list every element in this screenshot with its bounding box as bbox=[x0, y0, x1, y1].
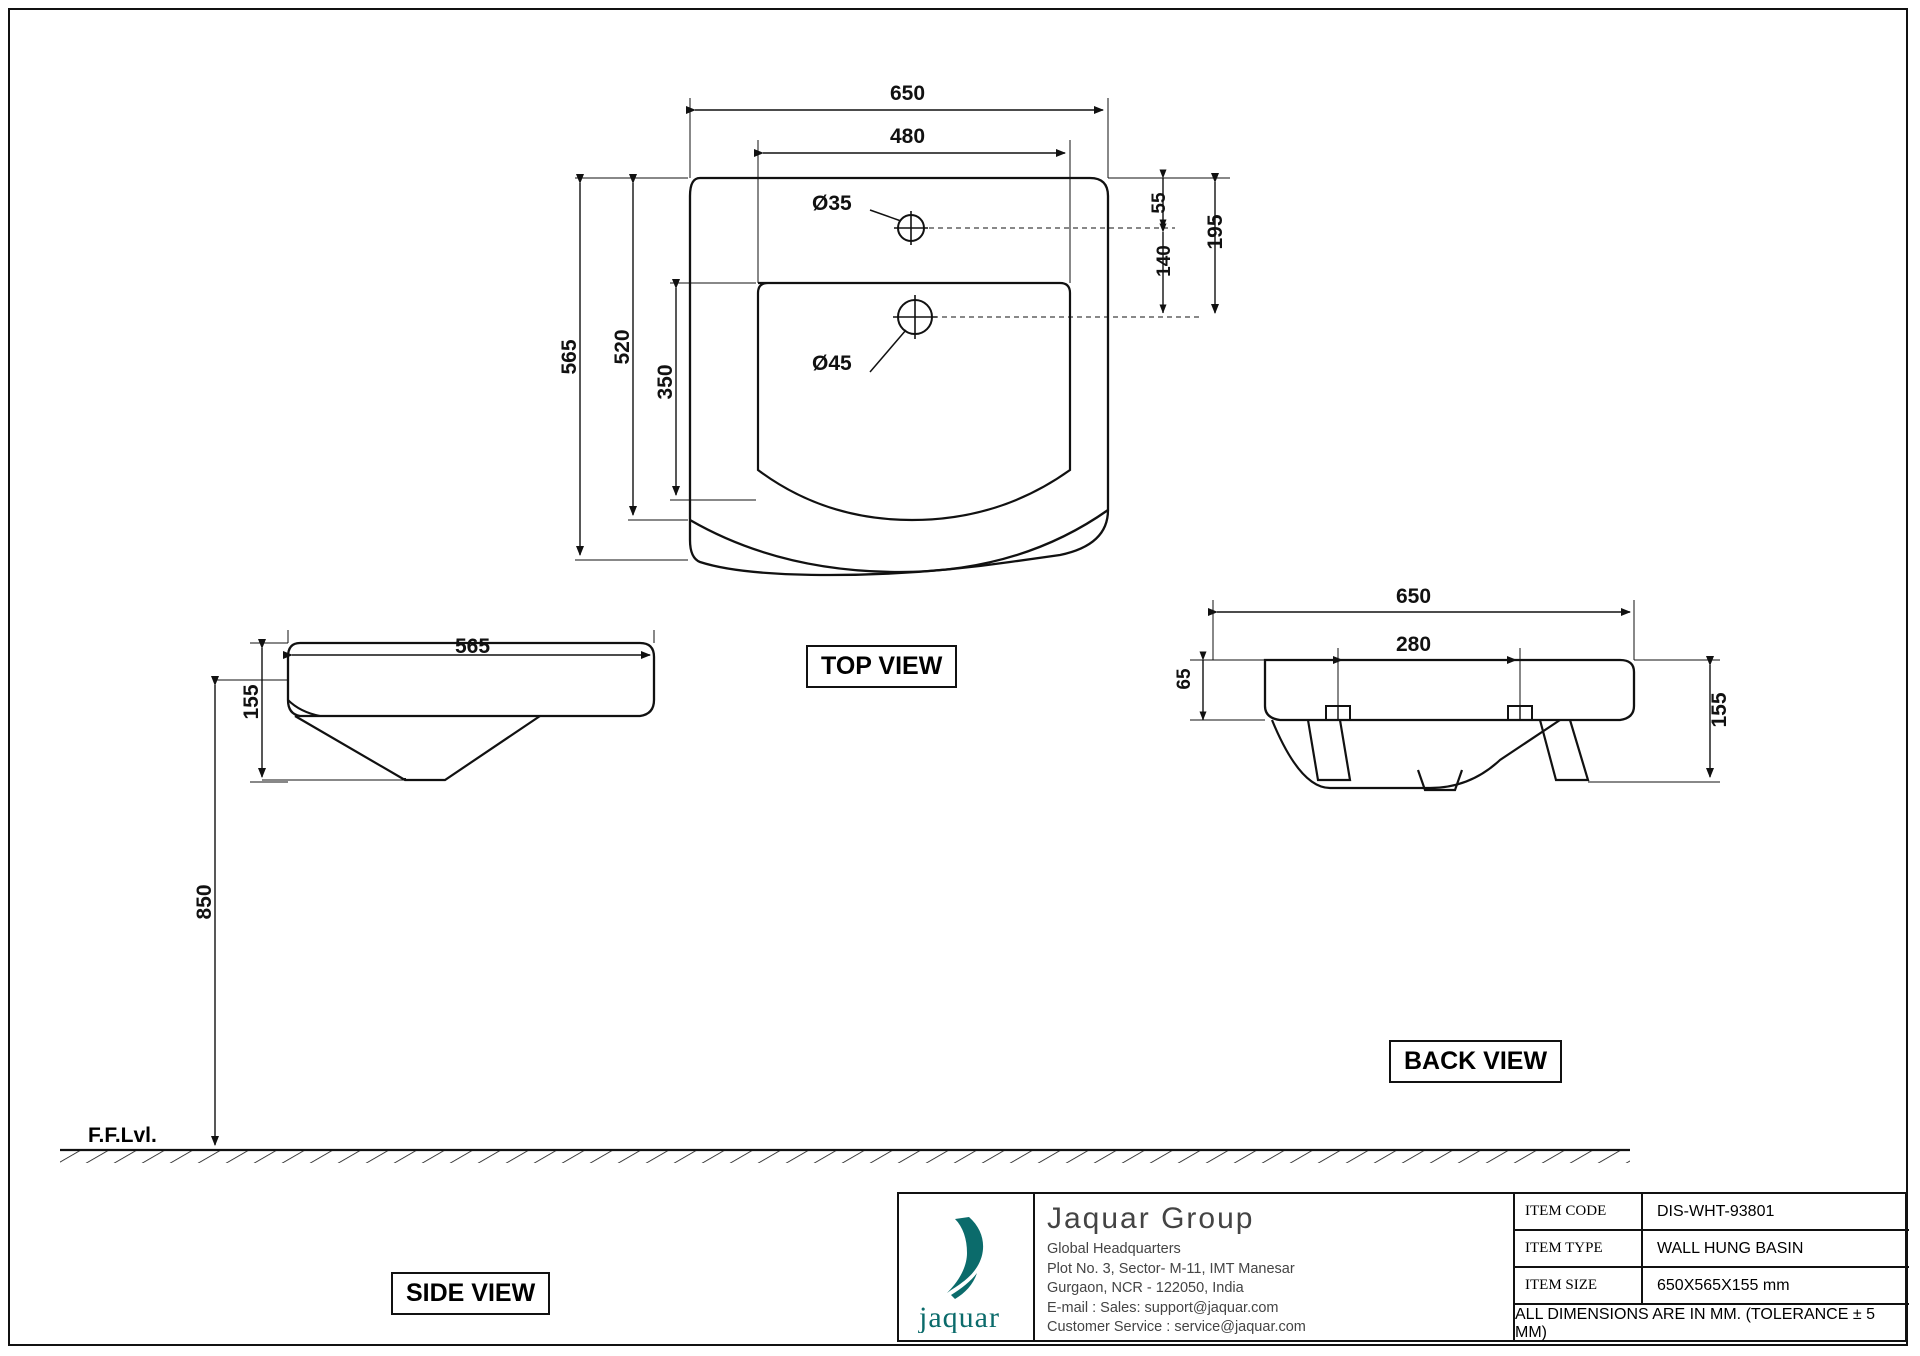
company-info-cell bbox=[1035, 1194, 1515, 1342]
dim-back-650: 650 bbox=[1396, 585, 1432, 608]
dim-top-565: 565 bbox=[558, 339, 581, 375]
dim-offset-140: 140 bbox=[1154, 245, 1175, 277]
top-view-label: TOP VIEW bbox=[806, 645, 957, 688]
dim-back-65: 65 bbox=[1174, 668, 1195, 690]
floor-level-label: F.F.Lvl. bbox=[88, 1124, 157, 1147]
dim-side-565: 565 bbox=[455, 635, 491, 658]
back-view-label: BACK VIEW bbox=[1389, 1040, 1562, 1083]
dim-floor-850: 850 bbox=[193, 884, 216, 920]
item-code-value: DIS-WHT-93801 bbox=[1643, 1194, 1909, 1231]
tolerance-note: ALL DIMENSIONS ARE IN MM. (TOLERANCE ± 5 MM) bbox=[1515, 1305, 1875, 1341]
dim-offset-195: 195 bbox=[1204, 214, 1227, 250]
dim-side-155: 155 bbox=[240, 684, 263, 720]
side-view-label: SIDE VIEW bbox=[391, 1272, 550, 1315]
dim-hole-45: Ø45 bbox=[812, 352, 852, 375]
title-block bbox=[897, 1192, 1907, 1342]
brand-logo-cell bbox=[899, 1194, 1035, 1342]
company-line-4: E-mail : Sales: support@jaquar.com bbox=[1047, 1299, 1279, 1316]
dim-top-520: 520 bbox=[611, 329, 634, 365]
dim-hole-35: Ø35 bbox=[812, 192, 852, 215]
jaquar-logo-icon bbox=[911, 1203, 1021, 1333]
item-type-label: ITEM TYPE bbox=[1515, 1231, 1643, 1268]
item-type-value: WALL HUNG BASIN bbox=[1643, 1231, 1909, 1268]
company-line-3: Gurgaon, NCR - 122050, India bbox=[1047, 1280, 1244, 1297]
dim-top-650: 650 bbox=[890, 82, 926, 105]
dim-offset-55: 55 bbox=[1149, 192, 1170, 214]
dim-bowl-350: 350 bbox=[654, 364, 677, 400]
item-code-label: ITEM CODE bbox=[1515, 1194, 1643, 1231]
svg-text:jaquar: jaquar bbox=[919, 1301, 1000, 1333]
company-line-5: Customer Service : service@jaquar.com bbox=[1047, 1319, 1306, 1336]
dim-back-155: 155 bbox=[1708, 692, 1731, 728]
dim-top-480: 480 bbox=[890, 125, 926, 148]
dim-back-280: 280 bbox=[1396, 633, 1432, 656]
company-line-1: Global Headquarters bbox=[1047, 1241, 1181, 1257]
item-size-value: 650X565X155 mm bbox=[1643, 1268, 1909, 1305]
item-size-label: ITEM SIZE bbox=[1515, 1268, 1643, 1305]
company-line-2: Plot No. 3, Sector- M-11, IMT Manesar bbox=[1047, 1260, 1295, 1277]
company-name: Jaquar Group bbox=[1047, 1202, 1255, 1235]
